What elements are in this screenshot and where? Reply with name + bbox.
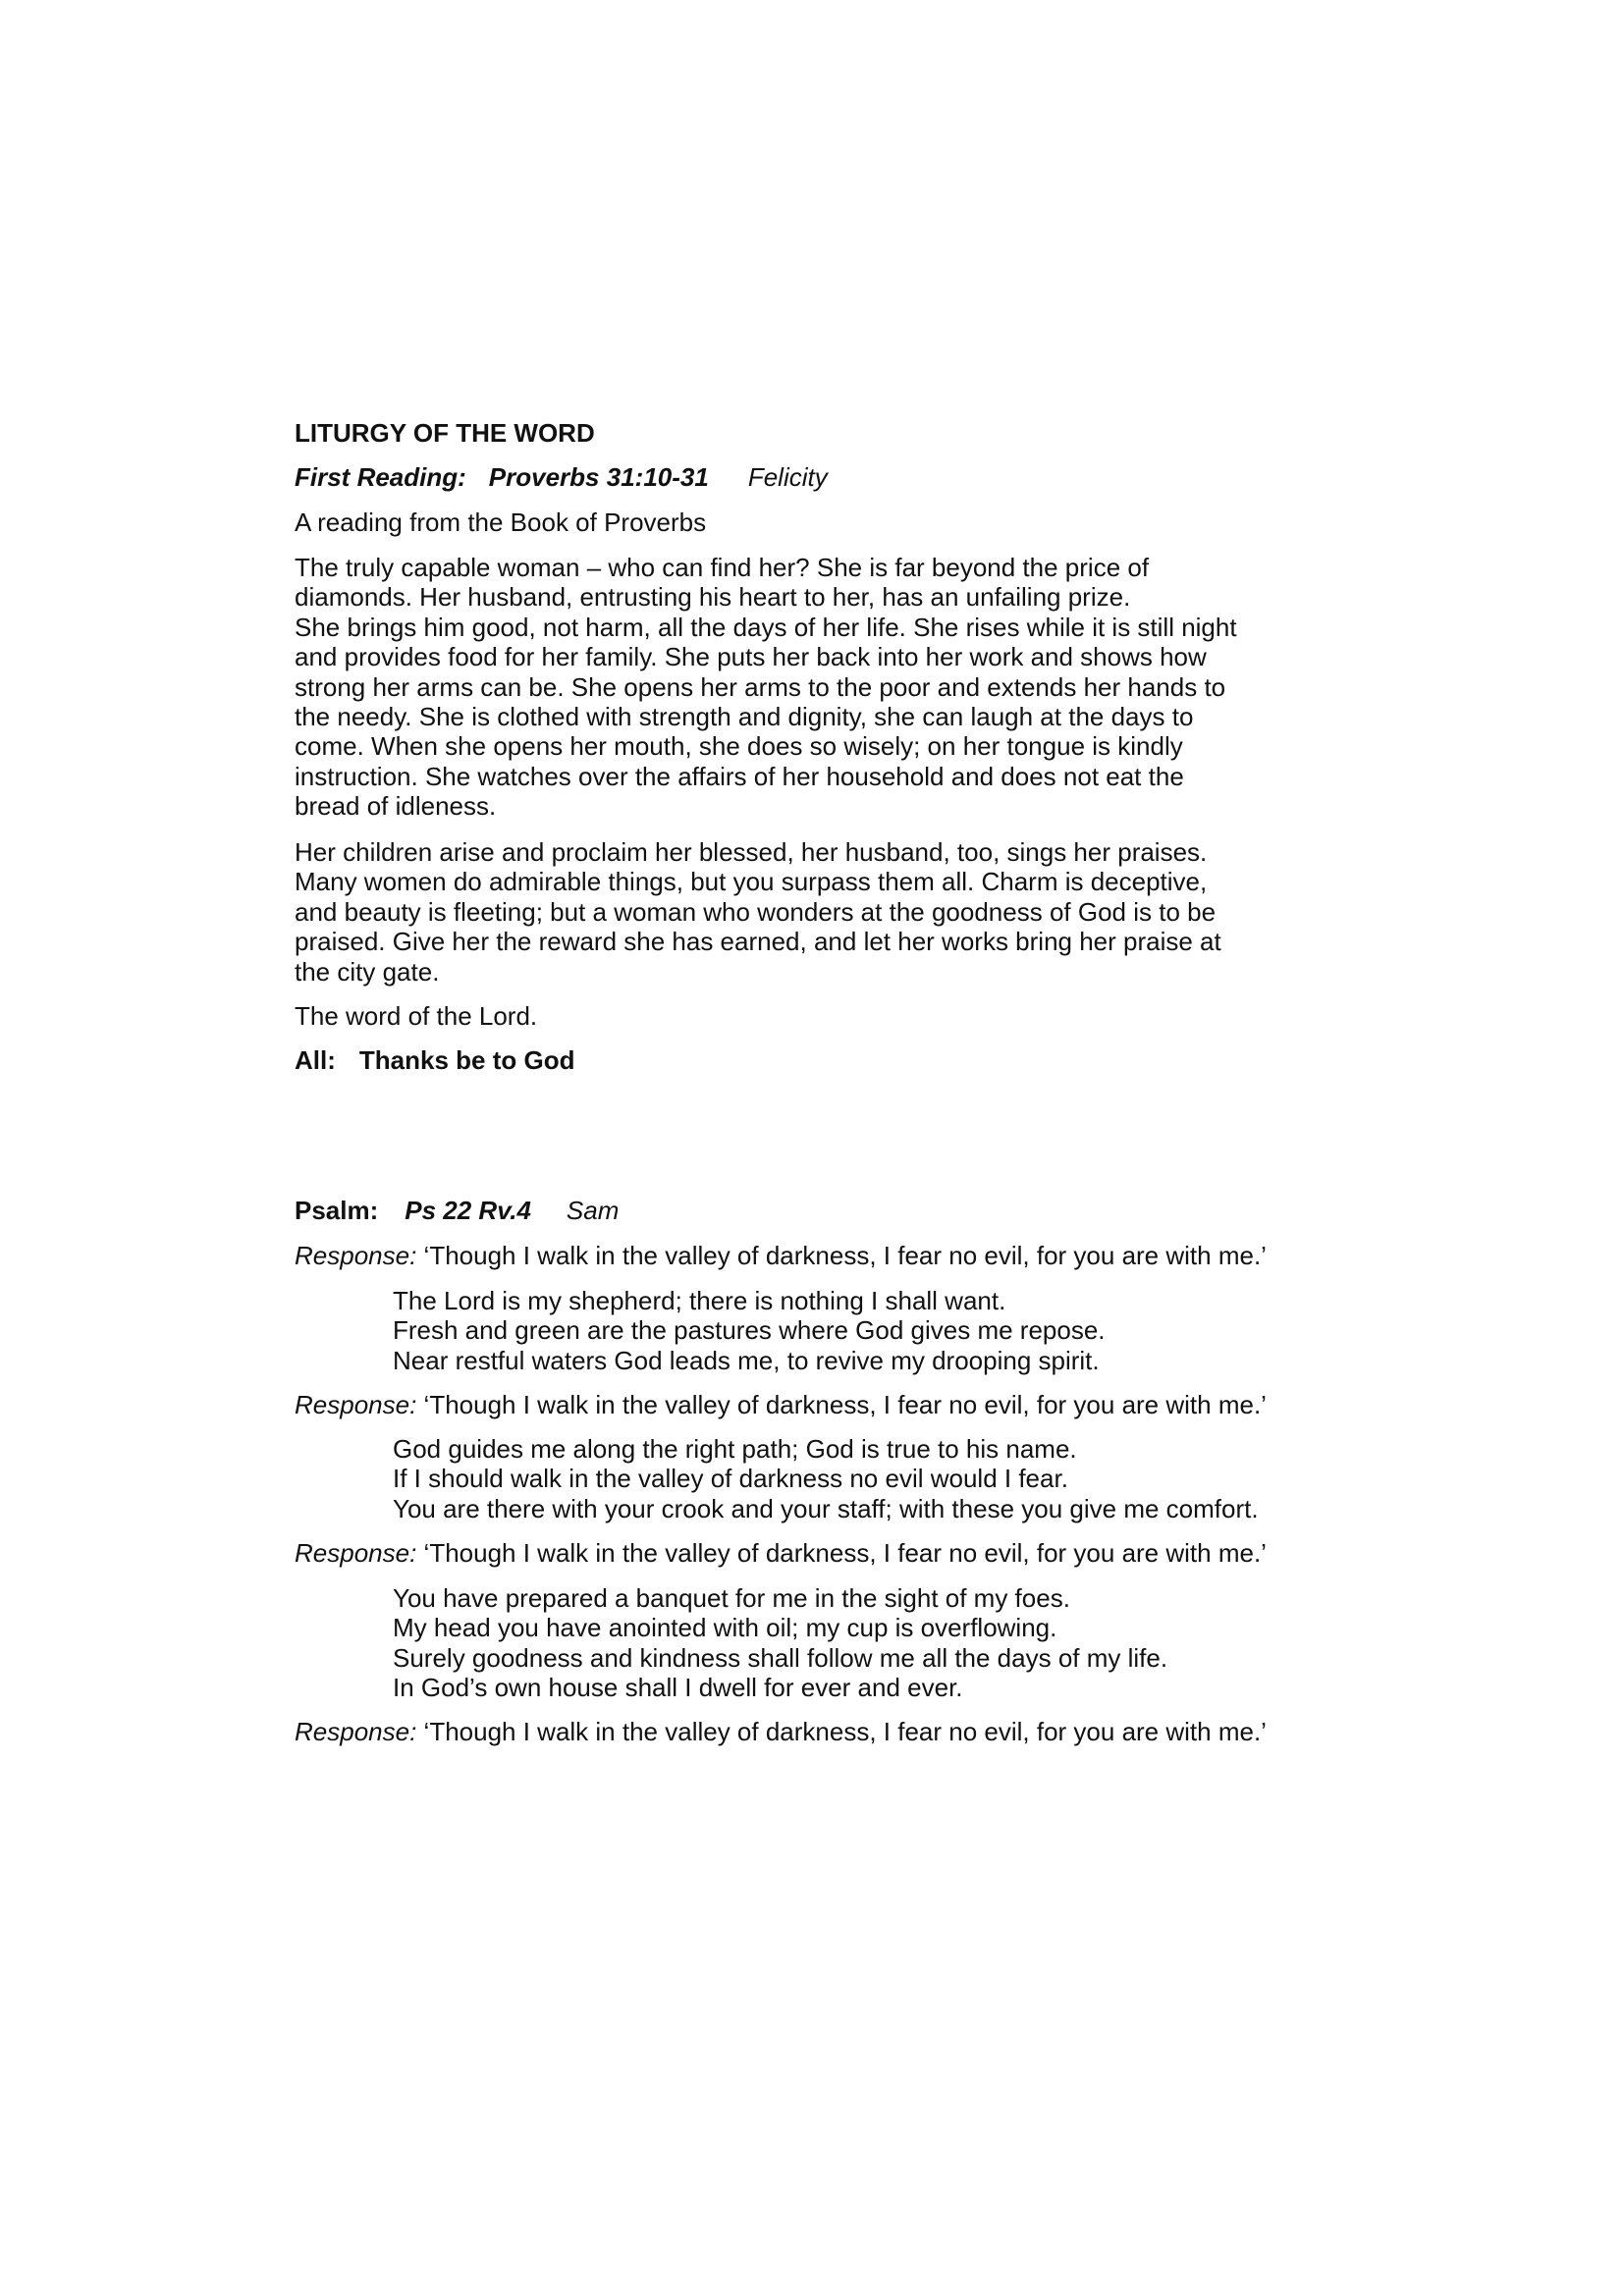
psalm-reference: Ps 22 Rv.4 (405, 1196, 531, 1225)
verse-line: You are there with your crook and your staff; with these you give me comfort. (393, 1493, 1259, 1523)
psalm-response (295, 1717, 1355, 1746)
response-text: ‘Though I walk in the valley of darkness, I fear no evil, for you are with me.’ (416, 1538, 1267, 1568)
text-line: The truly capable woman – who can find her? She is far beyond the price of (295, 553, 1150, 582)
verse-line: You have prepared a banquet for me in the sight of my foes. (393, 1583, 1070, 1613)
response-text: ‘Though I walk in the valley of darkness, I fear no evil, for you are with me.’ (416, 1717, 1267, 1746)
psalm-verse-1 (393, 1286, 1355, 1375)
first-reading-reader: Felicity (747, 462, 828, 492)
liturgy-heading: LITURGY OF THE WORD (295, 418, 595, 448)
text-line: diamonds. Her husband, entrusting his heart to her, has an unfailing prize. (295, 582, 1131, 613)
first-reading-paragraph-1 (295, 553, 1355, 822)
verse-line: The Lord is my shepherd; there is nothing I shall want. (393, 1286, 1006, 1315)
first-reading-label: First Reading: (295, 462, 466, 492)
psalm-response (295, 1390, 1355, 1419)
text-line: praised. Give her the reward she has earned, and let her works bring her praise at (295, 927, 1221, 957)
first-reading-reference: Proverbs 31:10-31 (488, 462, 709, 492)
verse-line: In God’s own house shall I dwell for ever and ever. (393, 1673, 963, 1703)
response-label: Response: (295, 1717, 417, 1746)
first-reading-paragraph-2 (295, 837, 1355, 987)
all-response (295, 1045, 1355, 1075)
verse-line: If I should walk in the valley of darkness no evil would I fear. (393, 1464, 1068, 1494)
verse-line: God guides me along the right path; God is true to his name. (393, 1434, 1077, 1464)
first-reading-intro: A reading from the Book of Proverbs (295, 507, 707, 537)
psalm-title (295, 1196, 1355, 1225)
verse-line: Surely goodness and kindness shall follow me all the days of my life. (393, 1642, 1168, 1673)
text-line: strong her arms can be. She opens her arms to the poor and extends her hands to (295, 671, 1226, 702)
response-text: ‘Though I walk in the valley of darkness, I fear no evil, for you are with me.’ (416, 1390, 1267, 1419)
verse-line: My head you have anointed with oil; my cup is overflowing. (393, 1613, 1057, 1643)
verse-line: Fresh and green are the pastures where God gives me repose. (393, 1315, 1106, 1346)
section-heading (295, 418, 1355, 448)
text-line: come. When she opens her mouth, she does so wisely; on her tongue is kindly (295, 731, 1183, 762)
text-line: the city gate. (295, 956, 440, 987)
response-label: Response: (295, 1390, 417, 1419)
response-label: Response: (295, 1538, 417, 1568)
first-reading-closing: The word of the Lord. (295, 1001, 538, 1031)
all-label: All: (295, 1045, 336, 1075)
psalm-reader: Sam (566, 1196, 620, 1225)
text-line: Her children arise and proclaim her blessed, her husband, too, sings her praises. (295, 837, 1208, 867)
psalm-response (295, 1241, 1355, 1270)
text-line: and provides food for her family. She puts her back into her work and shows how (295, 642, 1207, 672)
text-line: instruction. She watches over the affairs of her household and does not eat the (295, 761, 1184, 791)
text-line: and beauty is fleeting; but a woman who wonders at the goodness of God is to be (295, 896, 1217, 927)
all-response-text: Thanks be to God (358, 1045, 575, 1075)
response-text: ‘Though I walk in the valley of darkness, I fear no evil, for you are with me.’ (416, 1241, 1267, 1270)
psalm-verse-3 (393, 1583, 1355, 1703)
psalm-response (295, 1538, 1355, 1568)
response-label: Response: (295, 1241, 417, 1270)
text-line: Many women do admirable things, but you surpass them all. Charm is deceptive, (295, 867, 1208, 897)
psalm-label: Psalm: (295, 1196, 379, 1225)
verse-line: Near restful waters God leads me, to revive my drooping spirit. (393, 1345, 1100, 1375)
first-reading-title (295, 462, 1355, 492)
psalm-verse-2 (393, 1434, 1355, 1523)
text-line: She brings him good, not harm, all the days of her life. She rises while it is still night (295, 612, 1237, 642)
text-line: bread of idleness. (295, 791, 497, 822)
text-line: the needy. She is clothed with strength and dignity, she can laugh at the days to (295, 702, 1194, 732)
